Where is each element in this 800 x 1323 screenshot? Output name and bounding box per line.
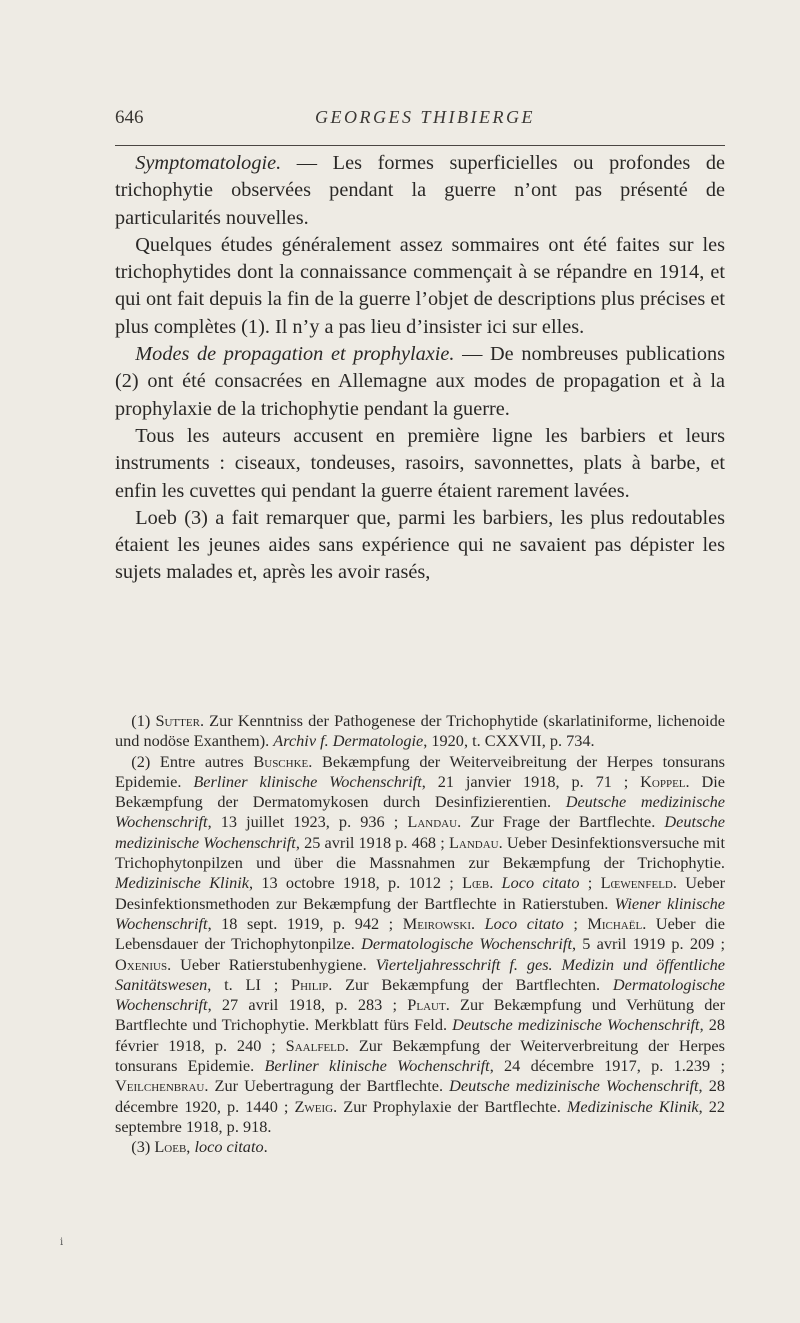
footnote-journal: Medizinische Klinik	[115, 873, 249, 893]
footnote-text: ,	[186, 1137, 195, 1157]
body-text	[115, 150, 725, 587]
footnote-1	[115, 711, 725, 752]
footnote-text: , 28 février 1918, p. 240 ;	[115, 1015, 726, 1055]
footnote-text: , 18 sept. 1919, p. 942 ;	[207, 913, 403, 933]
footnote-journal: Deutsche medizinische Wochenschrift	[449, 1076, 699, 1096]
footnote-journal: Dermatologische Wochenschrift	[361, 934, 572, 954]
footnote-text: , 1920, t. CXXVII, p. 734.	[423, 731, 595, 751]
footnote-text: .	[489, 873, 502, 893]
footnote-text: . Zur Bekæmpfung der Bartflechten.	[328, 974, 613, 994]
paragraph-text: Quelques études généralement assez sommaires ont été faites sur les trichophytides dont la connaissance commençait à se répandre en 1914, et qui ont fait depuis la fin de la guerre l’objet de descriptions plus précises et plus complètes (1). Il n’y a pas lieu d’insister ici sur elles.	[115, 233, 725, 338]
footnote-journal: loco citato	[194, 1137, 264, 1157]
footnote-author: Buschke	[253, 751, 309, 771]
footnote-author: Plaut	[407, 995, 446, 1015]
header-rule	[115, 145, 725, 146]
footnote-text: , 27 avril 1918, p. 283 ;	[207, 995, 408, 1015]
footnote-author: Oxenius	[115, 954, 168, 974]
footnote-2	[115, 752, 725, 1138]
footnote-text: . Bekæmpfung der Weiterveibreitung der Herpes tonsurans Epidemie.	[115, 751, 725, 791]
footnote-journal: Archiv f. Dermatologie	[273, 731, 424, 751]
footnote-text: ;	[579, 873, 601, 893]
footnote-journal: Vierteljahresschrift f. ges. Medizin und öffentliche Sanitätswesen	[115, 954, 725, 994]
footnote-author: Michaël	[587, 913, 643, 933]
margin-mark: i	[60, 1237, 64, 1248]
footnote-journal: Deutsche medizinische Wochenschrift	[115, 812, 725, 852]
footnote-text: .	[263, 1137, 268, 1157]
footnote-text: , 25 avril 1918 p. 468 ;	[295, 832, 449, 852]
footnotes	[115, 711, 725, 1158]
footnote-text: . Zur Frage der Bartflechte.	[457, 812, 665, 832]
footnote-journal: Berliner klinische Wochenschrift	[264, 1056, 490, 1076]
footnote-author: Lœwenfeld	[600, 873, 673, 893]
footnote-journal: Deutsche medizinische Wochenschrift	[115, 792, 725, 832]
footnote-text: . Zur Bekæmpfung der Weiterverbreitung der Herpes tonsurans Epidemie.	[115, 1035, 725, 1076]
paragraph-text: — Les formes superficielles ou profondes de trichophytie observées pendant la guerre n’ont pas présenté de particularités nouvelles.	[115, 152, 725, 229]
paragraph-modes-propagation	[115, 341, 725, 423]
footnote-text: , 22 septembre 1918, p. 918.	[115, 1096, 725, 1136]
footnote-text: ;	[563, 913, 588, 933]
footnote-author: Philip	[291, 974, 329, 994]
footnote-author: Sutter	[155, 711, 200, 730]
footnote-text: . Ueber Ratierstubenhygiene.	[167, 954, 376, 974]
paragraph-text: — De nombreuses publications (2) ont été consacrées en Allemagne aux modes de propagation et à la prophylaxie de la trichophytie pendant la guerre.	[115, 343, 725, 420]
footnote-text: , 13 octobre 1918, p. 1012 ;	[249, 873, 463, 893]
footnote-text: .	[471, 913, 485, 933]
footnote-author: Lœb	[462, 873, 490, 893]
page-header	[115, 103, 725, 133]
footnote-text: , t. LI ;	[207, 974, 292, 994]
paragraph-text: Tous les auteurs accusent en première ligne les barbiers et leurs instruments : ciseaux, tondeuses, rasoirs, savonnettes, plats à barbe, et enfin les cuvettes qui pendant la guerre étaient rarement lavées.	[115, 424, 725, 502]
paragraph-trichophytides	[115, 232, 725, 341]
page-number: 646	[115, 107, 144, 128]
footnote-journal: Wiener klinische Wochenschrift	[115, 893, 725, 933]
footnote-text: . Zur Kenntniss der Pathogenese der Trichophytide (skarlatiniforme, lichenoide und nodöse Exanthem).	[115, 711, 726, 751]
footnote-text: . Ueber Desinfektionsmethoden zur Bekæmpfung der Bartflechte in Ratierstuben.	[115, 873, 726, 913]
footnote-text: . Ueber die Lebensdauer der Trichophytonpilze.	[115, 913, 726, 954]
section-title-propagation: Modes de propagation et prophylaxie.	[135, 343, 455, 366]
footnote-author: Zweig	[294, 1096, 334, 1116]
footnote-journal: Dermatologische Wochenschrift	[115, 974, 726, 1015]
footnote-text: , 24 décembre 1917, p. 1.239 ;	[489, 1056, 725, 1076]
footnote-text: . Die Bekæmpfung der Dermatomykosen durch Desinfizierentien.	[115, 771, 725, 812]
footnote-text: . Zur Bekæmpfung und Verhütung der Bartflechte und Trichophytie. Merkblatt fürs Feld.	[115, 995, 725, 1035]
footnote-text: . Zur Uebertragung der Bartflechte.	[204, 1076, 450, 1096]
footnote-author: Koppel	[640, 771, 686, 791]
footnote-author: Loeb	[154, 1137, 187, 1157]
running-head: GEORGES THIBIERGE	[315, 107, 535, 127]
footnote-3	[115, 1137, 725, 1157]
footnote-author: Saalfeld	[285, 1035, 345, 1055]
footnote-text: , 28 décembre 1920, p. 1440 ;	[115, 1076, 725, 1116]
footnote-journal: Deutsche medizinische Wochenschrift	[452, 1015, 700, 1035]
footnote-author: Landau	[407, 812, 458, 832]
footnote-journal: Loco citato	[484, 913, 564, 933]
footnote-text: , 21 janvier 1918, p. 71 ;	[421, 771, 641, 791]
footnote-text: , 13 juillet 1923, p. 936 ;	[207, 812, 408, 832]
footnote-text: . Zur Prophylaxie der Bartflechte.	[333, 1096, 567, 1116]
footnote-text: , 5 avril 1919 p. 209 ;	[571, 934, 725, 954]
paragraph-barbiers	[115, 423, 725, 505]
footnote-journal: Loco citato	[501, 873, 580, 893]
section-title-symptomatologie: Symptomatologie.	[135, 152, 282, 174]
footnote-author: Meirowski	[402, 913, 471, 933]
paragraph-text: Loeb (3) a fait remarquer que, parmi les barbiers, les plus redoutables étaient les jeunes aides sans expérience qui ne savaient pas dépister les sujets malades et, après les avoir rasés,	[115, 506, 725, 584]
paragraph-symptomatologie	[115, 150, 725, 232]
footnote-text: (2) Entre autres	[131, 751, 254, 771]
paragraph-loeb	[115, 505, 725, 587]
footnote-author: Veilchenbrau	[115, 1076, 205, 1096]
footnote-author: Landau	[448, 832, 499, 852]
footnote-journal: Medizinische Klinik	[566, 1096, 699, 1116]
footnote-text: . Ueber Desinfektionsversuche mit Trichophytonpilzen und über die Massnahmen zur Bekæmpfung der Trichophytie.	[115, 832, 725, 873]
footnote-number: (1)	[131, 711, 156, 730]
footnote-number: (3)	[131, 1137, 155, 1157]
footnote-journal: Berliner klinische Wochenschrift	[193, 771, 422, 791]
